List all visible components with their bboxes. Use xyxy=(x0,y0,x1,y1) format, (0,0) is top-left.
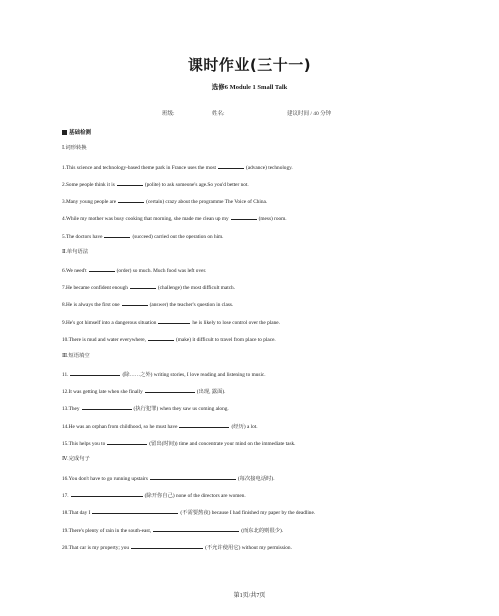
answer-blank[interactable] xyxy=(82,404,132,410)
exercise-line xyxy=(62,474,275,483)
exercise-text: the teacher's question in class. xyxy=(169,302,234,308)
exercise-line xyxy=(62,543,292,552)
exercise-text: without my permission. xyxy=(241,545,292,551)
exercise-text: Ⅰ.词形转换 xyxy=(62,145,87,151)
exercise-text: a lot. xyxy=(246,424,258,430)
exercise-text: 11. xyxy=(62,372,69,378)
exercise-text: 20.That car is my property; you xyxy=(62,545,130,551)
exercise-hint: (order) xyxy=(116,268,133,274)
exercise-text: 18.That day I xyxy=(62,510,91,516)
exercise-line xyxy=(62,145,87,152)
exercise-line xyxy=(62,232,224,241)
square-bullet-icon xyxy=(62,130,67,135)
class-label: 班级: xyxy=(162,111,175,117)
exercise-text: 15.This helps you to xyxy=(62,441,106,447)
exercise-line xyxy=(62,370,266,379)
time-label: 建议时间 / 40 分钟 xyxy=(287,111,332,117)
exercise-text: 4.While my mother was busy cooking that morning, she made me clean up my xyxy=(62,216,229,222)
answer-blank[interactable] xyxy=(104,232,130,238)
exercise-hint: (不需要熬夜) xyxy=(180,510,212,516)
exercise-text: Ⅳ.完成句子 xyxy=(62,456,90,462)
exercise-line xyxy=(62,300,233,309)
exercise-line xyxy=(62,508,315,517)
page-footer: 第1页/共7页 xyxy=(233,593,266,599)
exercise-text: to ask someone's age.So you'd better not. xyxy=(161,182,249,188)
exercise-text: 6.We need't xyxy=(62,268,87,274)
exercise-hint: (出现, 露面). xyxy=(196,389,226,395)
exercise-hint: (make) xyxy=(175,337,193,343)
exercise-text: crazy about the programme The Voice of China. xyxy=(165,199,268,205)
exercise-line xyxy=(62,387,225,396)
exercise-hint: (mess) xyxy=(258,216,275,222)
page-title: 课时作业(三十一) xyxy=(187,56,312,74)
exercise-line xyxy=(62,491,246,500)
answer-blank[interactable] xyxy=(131,543,203,549)
answer-blank[interactable] xyxy=(107,439,147,445)
exercise-hint: (advance) xyxy=(246,165,269,171)
answer-blank[interactable] xyxy=(231,214,257,220)
exercise-line xyxy=(62,318,280,327)
answer-blank[interactable] xyxy=(89,266,115,272)
exercise-text: 5.The doctors have xyxy=(62,234,103,240)
answer-blank[interactable] xyxy=(122,300,148,306)
exercise-text: 2.Some people think it is xyxy=(62,182,115,188)
exercise-hint: (succeed) xyxy=(132,234,155,240)
exercise-hint: (challenge) xyxy=(157,285,184,291)
exercise-text: 19.There's plenty of rain in the south-east, xyxy=(62,528,152,534)
exercise-text: the most difficult match. xyxy=(183,285,236,291)
section-heading xyxy=(62,128,91,136)
answer-blank[interactable] xyxy=(218,163,244,169)
exercise-line xyxy=(62,353,90,360)
answer-blank[interactable] xyxy=(145,387,195,393)
answer-blank[interactable] xyxy=(130,283,156,289)
exercise-hint: (certain) xyxy=(146,199,166,205)
exercise-text: technology. xyxy=(268,165,293,171)
exercise-hint: (经历) xyxy=(231,424,247,430)
answer-blank[interactable] xyxy=(118,197,144,203)
exercise-text: it difficult to travel from place to place. xyxy=(192,337,276,343)
exercise-line xyxy=(62,163,293,172)
exercise-text: writing stories, I love reading and listening to music. xyxy=(153,372,266,378)
exercise-text: 14.He was an orphan from childhood, so he must have xyxy=(62,424,178,430)
exercise-text: room. xyxy=(274,216,287,222)
exercise-line xyxy=(62,180,249,189)
exercise-line xyxy=(62,249,88,256)
exercise-text: 7.He became confident enough xyxy=(62,285,128,291)
exercise-line xyxy=(62,197,267,206)
exercise-line xyxy=(62,266,206,275)
exercise-text: 1.This science and technology-based theme park in France uses the most xyxy=(62,165,217,171)
exercise-line xyxy=(62,404,229,413)
exercise-text: 13.They xyxy=(62,406,80,412)
exercise-text: time and concentrate your mind on the immediate task. xyxy=(178,441,296,447)
section-heading-label: 基础检测 xyxy=(69,130,92,136)
exercise-hint: (answer) xyxy=(149,302,170,308)
exercise-line xyxy=(62,526,283,535)
page-subtitle: 选修6 Module 1 Small Talk xyxy=(211,84,288,91)
exercise-line xyxy=(62,335,276,344)
exercise-line xyxy=(62,214,287,223)
exercise-text: 8.He is always the first one xyxy=(62,302,120,308)
exercise-text: 9.He's got himself into a dangerous situation xyxy=(62,320,157,326)
exercise-hint: (每次接电话时). xyxy=(237,476,275,482)
exercise-text: because I had finished my paper by the deadline. xyxy=(211,510,316,516)
exercise-text: Ⅱ.单句语法 xyxy=(62,249,89,255)
exercise-hint: (除……之外) xyxy=(122,372,154,378)
exercise-line xyxy=(62,283,235,292)
answer-blank[interactable] xyxy=(158,318,190,324)
answer-blank[interactable] xyxy=(153,526,239,532)
exercise-text: when they saw us coming along. xyxy=(159,406,229,412)
answer-blank[interactable] xyxy=(70,370,120,376)
exercise-text: Ⅲ.短语填空 xyxy=(62,353,90,359)
exercise-text: 16.You don't have to go running upstairs xyxy=(62,476,148,482)
answer-blank[interactable] xyxy=(179,422,229,428)
exercise-line xyxy=(62,422,258,431)
exercise-line xyxy=(62,439,296,448)
answer-blank[interactable] xyxy=(71,491,143,497)
exercise-text: 12.It was getting late when she finally xyxy=(62,389,143,395)
exercise-hint: (留出(时间)) xyxy=(149,441,179,447)
exercise-text: so much. Much food was left over. xyxy=(132,268,207,274)
answer-blank[interactable] xyxy=(148,335,174,341)
answer-blank[interactable] xyxy=(117,180,143,186)
exercise-text: 3.Many young people are xyxy=(62,199,117,205)
exercise-text: 17. xyxy=(62,493,69,499)
exercise-line xyxy=(62,456,90,463)
exercise-hint: (而东北的则很少). xyxy=(241,528,284,534)
exercise-hint: (polite) xyxy=(144,182,162,188)
name-label: 姓名: xyxy=(212,111,225,117)
exercise-text: carried out the operation on him. xyxy=(154,234,224,240)
exercise-hint: (执行犯罪) xyxy=(133,406,160,412)
exercise-text: he is likely to lose control over the plane. xyxy=(192,320,280,326)
exercise-hint: (不允许使用它) xyxy=(205,545,242,551)
answer-blank[interactable] xyxy=(150,474,236,480)
exercise-text: none of the directors are women. xyxy=(175,493,246,499)
answer-blank[interactable] xyxy=(92,508,178,514)
exercise-hint: (除开你自己) xyxy=(144,493,176,499)
exercise-text: 10.There is mud and water everywhere, xyxy=(62,337,146,343)
